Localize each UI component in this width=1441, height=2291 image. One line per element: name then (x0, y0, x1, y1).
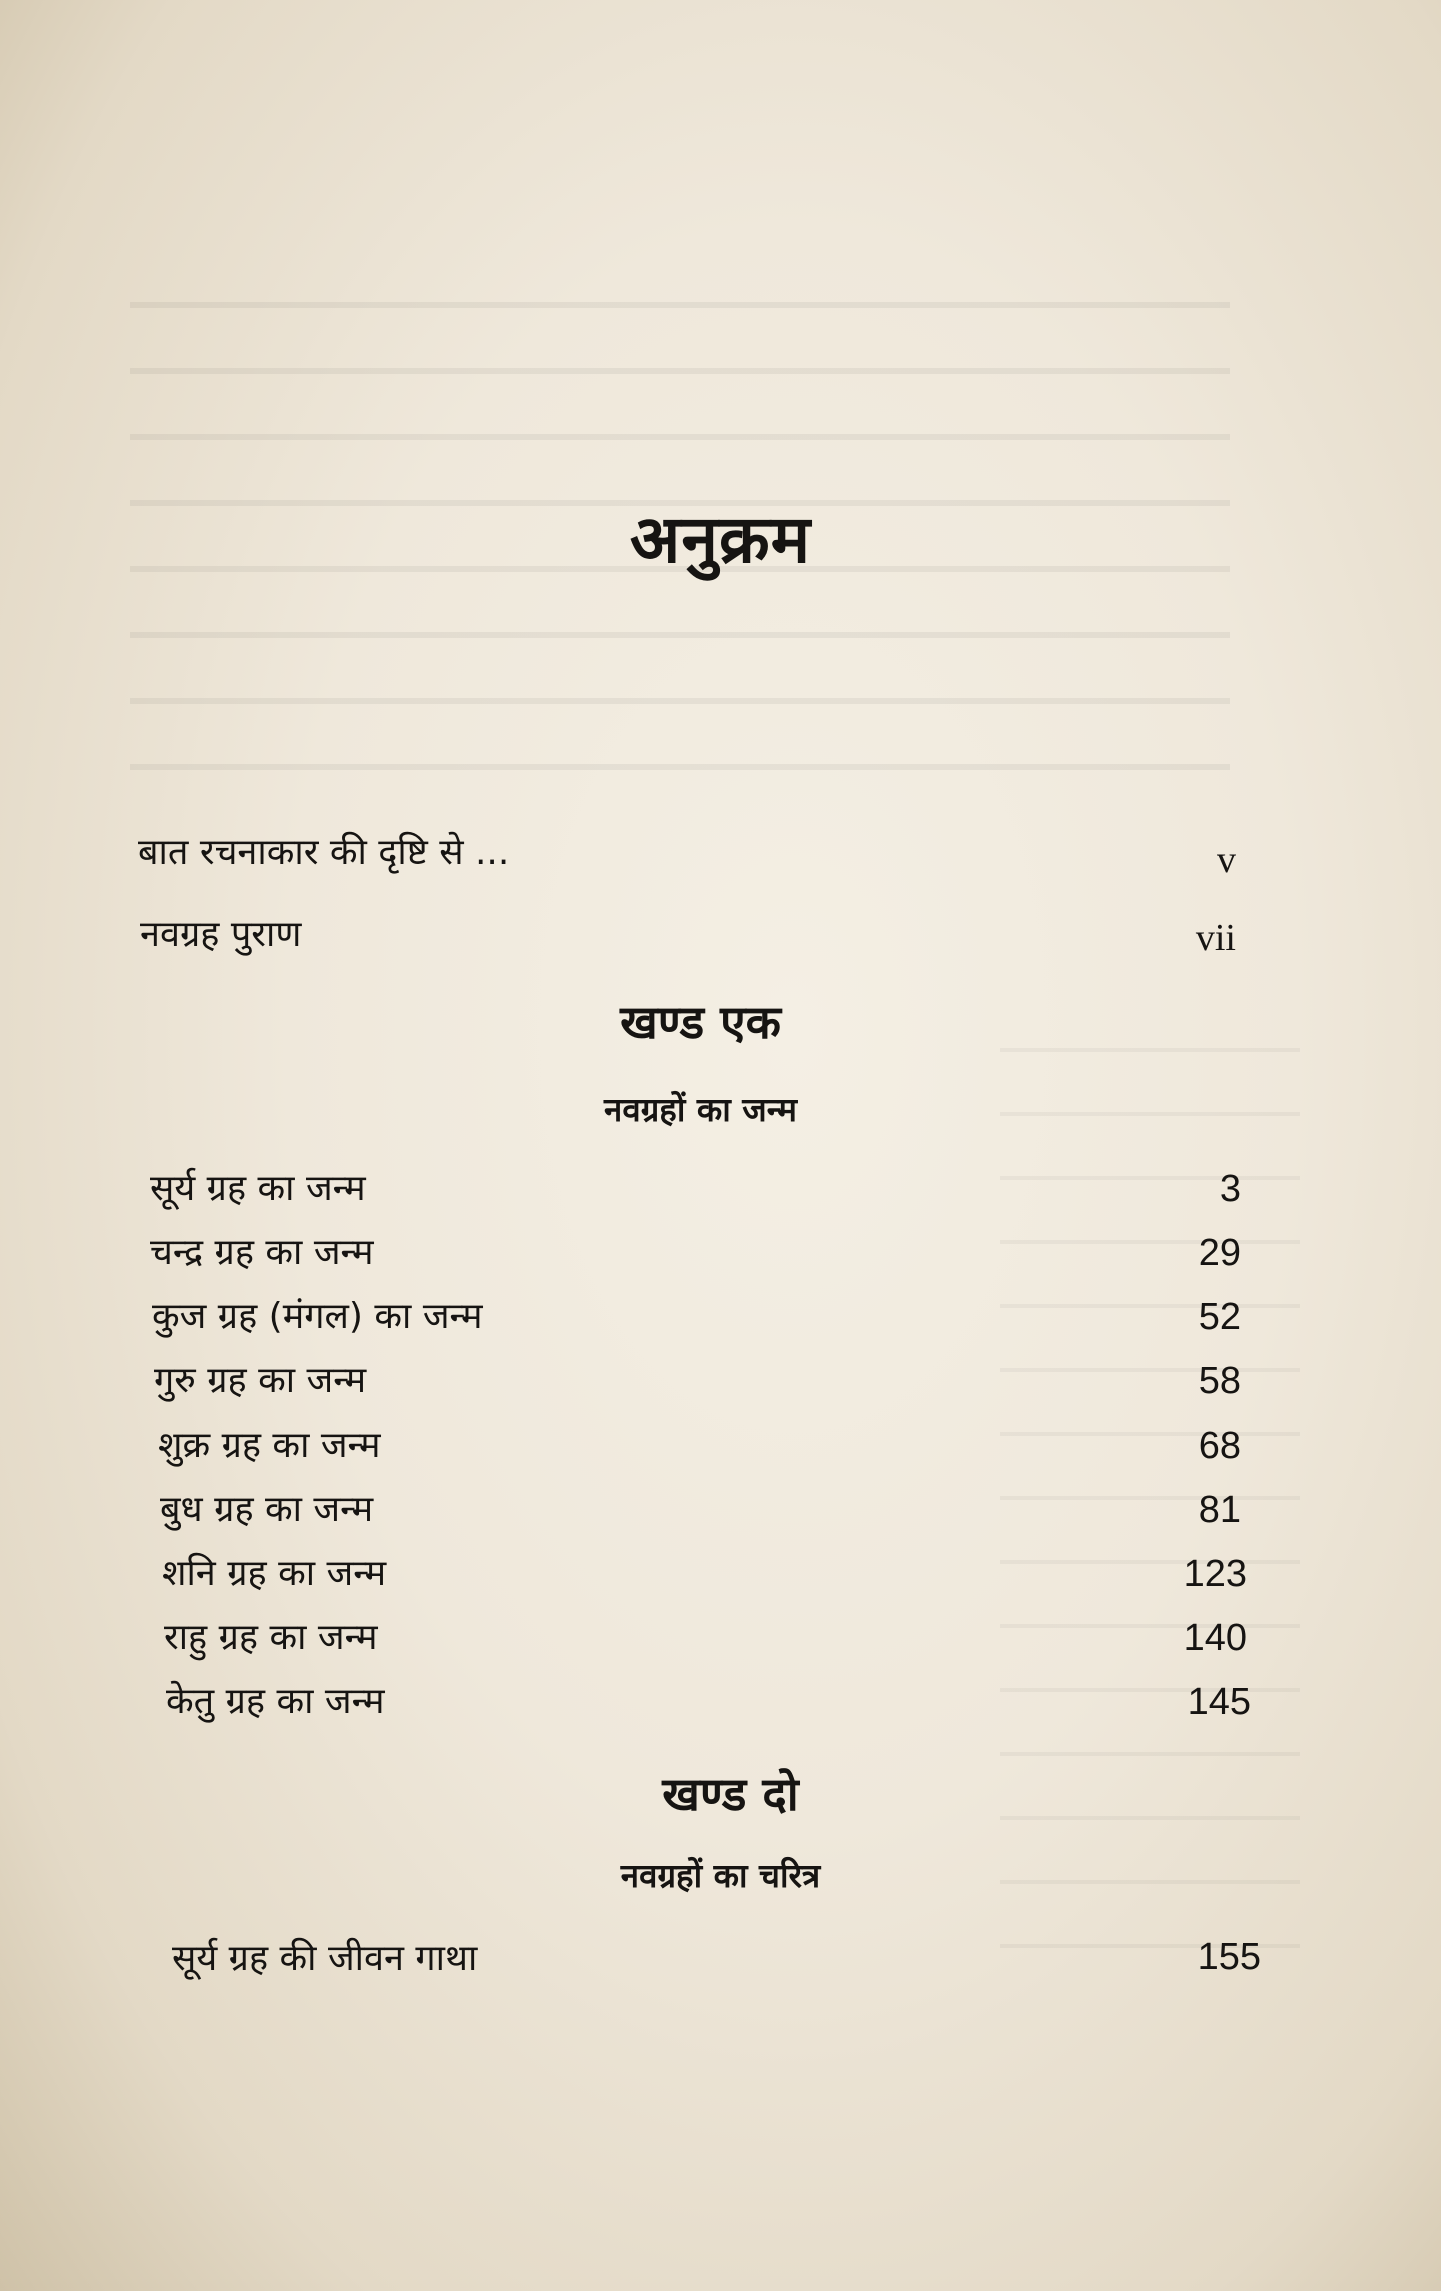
toc-entry-page: 81 (1198, 1489, 1241, 1531)
toc-entry-page: 29 (1198, 1232, 1241, 1274)
section-subheading: नवग्रहों का जन्म (604, 1090, 797, 1129)
page-title: अनुक्रम (629, 501, 812, 578)
toc-entry-page: vii (1195, 917, 1236, 959)
toc-entry-label: केतु ग्रह का जन्म (166, 1681, 385, 1722)
toc-entry-page: 155 (1197, 1936, 1261, 1978)
toc-entry-page: 123 (1183, 1553, 1247, 1595)
toc-entry-page: 140 (1183, 1617, 1247, 1659)
toc-entry-label: सूर्य ग्रह का जन्म (150, 1168, 366, 1209)
section-heading: खण्ड एक (620, 995, 781, 1049)
toc-entry-label: चन्द्र ग्रह का जन्म (150, 1232, 374, 1273)
toc-entry-page: 58 (1198, 1360, 1241, 1402)
toc-entry-page: 3 (1219, 1168, 1241, 1210)
toc-entry-label: नवग्रह पुराण (140, 914, 302, 955)
toc-entry-label: कुज ग्रह (मंगल) का जन्म (152, 1296, 483, 1337)
toc-entry-page: 68 (1198, 1425, 1241, 1467)
toc-entry-label: शनि ग्रह का जन्म (162, 1553, 387, 1594)
section-heading: खण्ड दो (662, 1767, 799, 1821)
toc-entry-page: 145 (1187, 1681, 1251, 1723)
bleed-through-decoration-lower (1000, 1000, 1300, 2000)
toc-entry-label: राहु ग्रह का जन्म (164, 1617, 378, 1658)
toc-entry-label: बुध ग्रह का जन्म (160, 1489, 374, 1530)
toc-entry-page: v (1217, 839, 1236, 881)
toc-entry-label: गुरु ग्रह का जन्म (154, 1360, 367, 1401)
toc-entry-label: शुक्र ग्रह का जन्म (158, 1425, 381, 1466)
toc-entry-label: सूर्य ग्रह की जीवन गाथा (172, 1938, 478, 1979)
toc-entry-page: 52 (1198, 1296, 1241, 1338)
toc-entry-label: बात रचनाकार की दृष्टि से ... (138, 832, 510, 873)
section-subheading: नवग्रहों का चरित्र (620, 1856, 821, 1895)
